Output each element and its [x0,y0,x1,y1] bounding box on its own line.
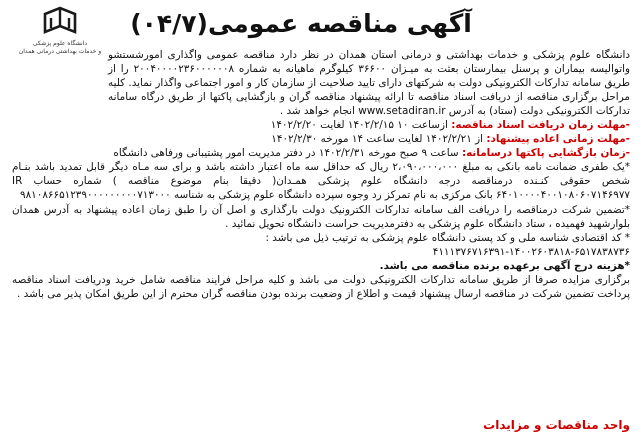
bid-deadline-label: -مهلت زمانی اعاده پیشنهاد: [486,133,630,146]
guarantee-text: *یک طفری ضمانت نامه بانکی به مبلغ ۲،۰۹۰،۰۰۰،۰۰۰ ریال که حداقل سه ماه اعتبار داشته باشد و برای سه مـاه دیگر قابل تمدید باشد بنـام شخص حقوقی کنـنده درمناقصه درجه دانشگاه علوم پزشکی همـدان( دقیقا بنام موضوع مناقصه ) شماره حساب IR ۶۴۰۱۰۰۰۰۴۰۰۱۰۸۰۶۰۷۱۴۶۹۷۷ بانک مرکزی به نام تمرکز رد وجوه سپرده دانشگاه علوم پزشکی به شناسه ۹۸۱۰۸۶۶۵۱۲۳۹۰۰۰۰۰۰۰۰۰۷۱۳۰۰۰ [12,161,630,202]
footer-signature: واحد مناقصات و مزایدات [483,418,630,432]
codes-paragraph [12,231,630,259]
envelope-paragraph [12,203,630,231]
page-title: آگهی مناقصه عمومی(۰۴/۷) [130,9,472,38]
envelope-text: *تضمین شرکت درمناقصه را دریافت الف سامانه تدارکات الکترونیک دولت بارگذاری و اصل آن را طبق زمان اعاده پیشنهاد به آدرس همدان بلوارشهید فهمیده ، ستاد دانشگاه علوم پزشکی به دفترمدیریت حراست دانشگاه تحویل نمائید . [12,203,630,230]
logo-text-line2: و خدمات بهداشتی درمانی همدان [18,48,102,55]
docs-deadline-value: ازساعت ۱۰ ۱۴۰۲/۲/۱۵ لغایت ۱۴۰۲/۲/۲۰ [270,119,448,132]
ad-cost-text: *هزینه درج آگهی برعهده برنده مناقصه می باشد. [379,259,630,272]
codes-text: * کد اقتصادی شناسه ملی و کد پستی دانشگاه علوم پزشکی به ترتیب ذیل می باشد : [265,231,630,244]
docs-deadline-row [12,118,630,132]
opening-time-row [12,146,630,160]
guarantee-paragraph [12,160,630,202]
codes-value: ۴۱۱۱۳۷۶۷۱۶۳۹۱-۱۴۰۰۲۶۰۳۸۱۸-۶۵۱۷۸۳۸۷۳۶ [432,245,630,258]
book-emblem-icon [43,6,77,36]
logo-text-line1: دانشگاه علوم پزشکی [32,40,88,47]
intro-paragraph [108,48,630,118]
opening-time-value: ساعت ۹ صبح مورخه ۱۴۰۲/۲/۳۱ در دفتر مدیریت امور پشتیبانی ورفاهی دانشگاه [113,147,459,160]
bid-deadline-value: از ۱۴۰۲/۲/۲۱ لغایت ساعت ۱۴ مورخه ۱۴۰۲/۲/۳۰ [271,133,484,146]
ad-cost-paragraph [12,259,630,273]
closing-paragraph [12,273,630,301]
university-logo [14,6,106,60]
bid-deadline-row [12,132,630,146]
intro-text: دانشگاه علوم پزشکی و خدمات بهداشتی و درمانی استان همدان در نظر دارد مناقصه عمومی واگذاری امورشستشو واتوالیسه بیماران و پرسنل بیمارستان بعثت به میـزان ۳۶۶۰۰ کیلوگرم ماهیانه به شماره ۲۰۰۴۰۰۰۰۲۳۶۰۰۰۰۰۰۸ را از طریق سامانه تدارکات الکترونیکی دولت به شرکتهای دارای تایید صلاحیت از سازمان کار و امور اجتماعی واگذار نماید. کلیه مراحل برگزاری مناقصه از دریافت اسناد مناقصه تا ارائه پیشنهاد مناقصه گران و بازگشایی پاکتها از طریق درگاه سامانه تدارکات الکترونیکی دولت (ستاد) به آدرس www.setadiran.ir انجام خواهد شد . [108,49,631,118]
header [8,4,634,55]
docs-deadline-label: -مهلت زمان دریافت اسناد مناقصه: [451,119,630,132]
deadlines [12,118,630,160]
closing-text: برگزاری مزایده صرفا از طریق سامانه تدارکات الکترونیکی دولت می باشد و کلیه مراحل فرایند مناقصه شامل خرید ودریافت اسناد مناقصه پرداخت تضمین شرکت در مناقصه ارسال پیشنهاد قیمت و اطلاع از وضعیت برنده بودن مناقصه گران محترم از این طریق امکان پذیر می باشد . [12,273,630,300]
opening-time-label: -زمان بازگشایی پاکتها درسامانه: [461,147,630,160]
